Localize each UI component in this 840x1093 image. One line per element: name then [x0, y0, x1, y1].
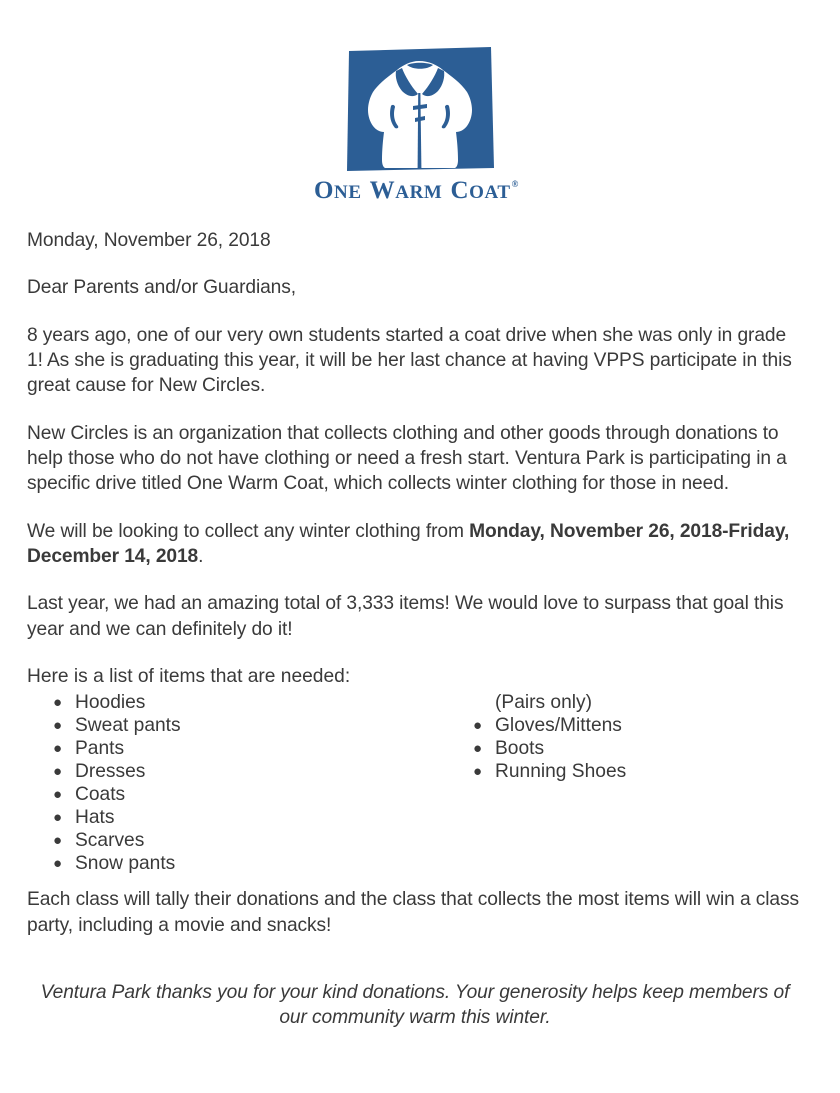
logo-block [0, 44, 840, 203]
bullet-icon: ● [53, 832, 63, 850]
list-item-label: Gloves/Mittens [495, 715, 622, 737]
list-item-label: Snow pants [75, 853, 176, 875]
letter-paragraph-4: Last year, we had an amazing total of 3,333 items! We would love to surpass that goal this year and we can definitely do it! [27, 593, 784, 640]
bullet-icon: ● [53, 763, 63, 781]
bullet-icon: ● [53, 717, 63, 735]
list-item-label: Running Shoes [495, 761, 627, 783]
list-item [53, 760, 181, 783]
list-item [53, 829, 181, 852]
wordmark-warm [370, 178, 443, 203]
wordmark-cap: C [450, 177, 470, 204]
list-item-label: Boots [495, 738, 545, 760]
collection-date-range: Monday, November 26, 2018-Friday, December 14, 2018 [27, 520, 790, 568]
letter-closing-note: Ventura Park thanks you for your kind donations. Your generosity helps keep members of our community warm this winter. [40, 982, 790, 1029]
wordmark-coat [450, 178, 518, 203]
wordmark-smallcaps: OAT [469, 182, 511, 203]
list-item-label: Hats [75, 807, 115, 829]
letter-paragraph-5: Each class will tally their donations and the class that collects the most items will win a class party, including a movie and snacks! [27, 889, 799, 936]
logo-wordmark [314, 178, 526, 203]
list-item [53, 852, 181, 875]
wordmark-cap: W [369, 177, 396, 204]
list-item [53, 737, 181, 760]
list-item [473, 760, 626, 783]
coat-in-blue-square-logo [345, 44, 495, 174]
wordmark-smallcaps: NE [334, 182, 362, 203]
bullet-icon: ● [473, 717, 483, 735]
needed-items-intro: Here is a list of items that are needed: [27, 666, 351, 688]
list-item-label: Pants [75, 738, 125, 760]
bullet-icon: ● [473, 740, 483, 758]
letter-date: Monday, November 26, 2018 [27, 230, 271, 251]
registered-trademark-symbol: ® [511, 179, 519, 189]
list-item-label: Scarves [75, 830, 145, 852]
list-item-label: Sweat pants [75, 715, 181, 737]
list-item [53, 691, 181, 714]
pairs-only-header: (Pairs only) [495, 692, 593, 714]
collection-period: . [198, 546, 204, 568]
wordmark-one [314, 178, 362, 203]
list-item-label: Hoodies [75, 692, 146, 714]
collection-intro-text: We will be looking to collect any winter clothing from [27, 520, 470, 542]
letter-paragraph-2: New Circles is an organization that collects clothing and other goods through donations to help those who do not have clothing or need a fresh start. Ventura Park is participating in a specific drive titled One Warm Coat, which collects winter clothing for those in need. [27, 422, 787, 495]
letter-paragraph-3 [27, 519, 803, 570]
needed-items-list-right [473, 714, 626, 783]
list-item [53, 783, 181, 806]
needed-items-left-column [53, 691, 181, 875]
needed-items-list-left [53, 691, 181, 875]
letter-salutation: Dear Parents and/or Guardians, [27, 277, 296, 299]
bullet-icon: ● [473, 763, 483, 781]
needed-items-right-column [473, 691, 626, 783]
bullet-icon: ● [53, 694, 63, 712]
bullet-icon: ● [53, 809, 63, 827]
wordmark-cap: O [313, 177, 335, 204]
bullet-icon: ● [53, 786, 63, 804]
letter-paragraph-1: 8 years ago, one of our very own students started a coat drive when she was only in grade 1! As she is graduating this year, it will be her last chance at having VPPS participate in this great cause for New Circles. [27, 324, 792, 397]
letter-body [27, 228, 803, 960]
list-item-label: Dresses [75, 761, 146, 783]
list-item [473, 737, 626, 760]
bullet-icon: ● [53, 740, 63, 758]
list-item [53, 714, 181, 737]
list-item [473, 714, 626, 737]
list-item [53, 806, 181, 829]
needed-items-columns [27, 691, 803, 887]
list-item-label: Coats [75, 784, 126, 806]
wordmark-smallcaps: ARM [395, 182, 443, 203]
bullet-icon: ● [53, 855, 63, 873]
